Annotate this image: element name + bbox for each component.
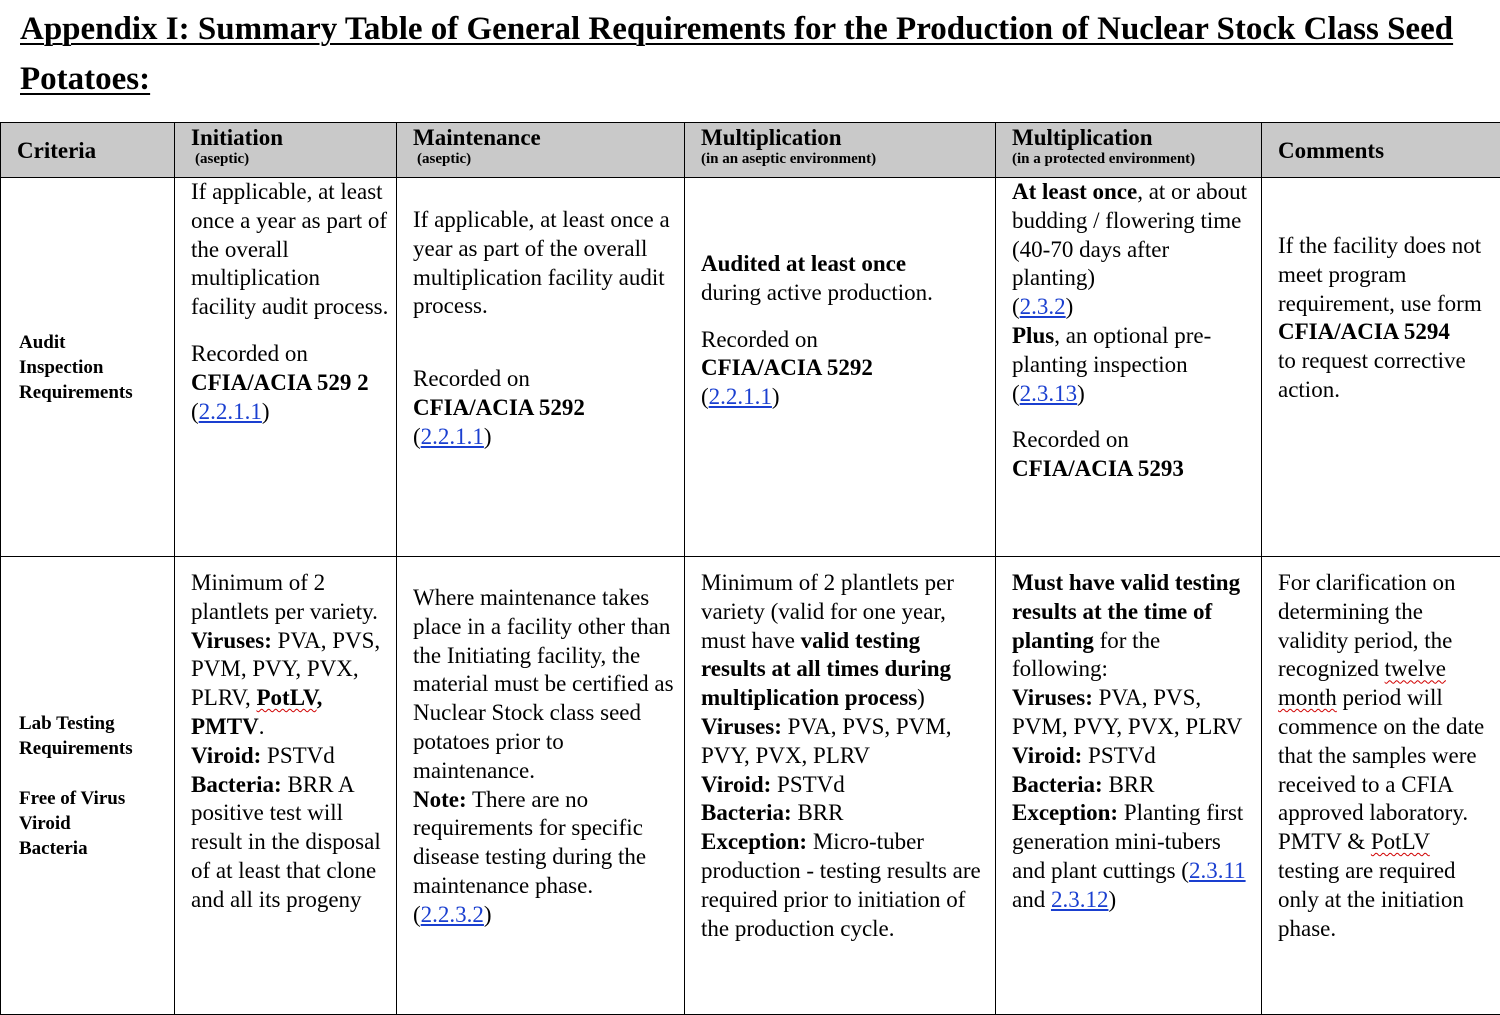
audit-criteria-label: Audit Inspection Requirements [1,178,175,557]
form-number: CFIA/ACIA 5292 [701,355,873,380]
header-criteria: Criteria [1,123,175,178]
section-link[interactable]: 2.3.11 [1189,858,1246,883]
lab-testing-row [1,557,1500,1015]
header-multiplication-aseptic: Multiplication (in an aseptic environment) [685,123,996,178]
header-row [1,123,1500,178]
section-link[interactable]: 2.3.2 [1020,294,1066,319]
audit-initiation-cell: If applicable, at least once a year as part of the overall multiplication facility audit process. Recorded on CFIA/ACIA 529 2 (2.2.1.1) [175,178,397,557]
lab-multiplication-protected-cell: Must have valid testing results at the time of planting for the following: Viruses: PVA, PVS, PVM, PVY, PVX, PLRV Viroid: PSTVd Bacteria: BRR Exception: Planting first generation mini-tubers and plant cuttings (2.3.11 and 2.3.12) [996,557,1262,1015]
section-link[interactable]: 2.2.1.1 [421,424,484,449]
section-link[interactable]: 2.3.13 [1020,381,1078,406]
audit-row [1,178,1500,557]
lab-initiation-cell: Minimum of 2 plantlets per variety. Viruses: PVA, PVS, PVM, PVY, PVX, PLRV, PotLV, PMTV. Viroid: PSTVd Bacteria: BRR A positive test will result in the disposal of at least that clone and all its progeny [175,557,397,1015]
lab-multiplication-aseptic-cell: Minimum of 2 plantlets per variety (valid for one year, must have valid testing results at all times during multiplication process) Viruses: PVA, PVS, PVM, PVY, PVX, PLRV Viroid: PSTVd Bacteria: BRR Exception: Micro-tuber production - testing results are required prior to initiation of the production cycle. [685,557,996,1015]
section-link[interactable]: 2.3.12 [1051,887,1109,912]
header-initiation: Initiation (aseptic) [175,123,397,178]
audit-multiplication-aseptic-cell: Audited at least once during active production. Recorded on CFIA/ACIA 5292 (2.2.1.1) [685,178,996,557]
header-comments: Comments [1262,123,1500,178]
audit-comments-cell: If the facility does not meet program requirement, use form CFIA/ACIA 5294 to request corrective action. [1262,178,1500,557]
lab-comments-cell: For clarification on determining the validity period, the recognized twelve month period will commence on the date that the samples were received to a CFIA approved laboratory. PMTV & PotLV testing are required only at the initiation phase. [1262,557,1500,1015]
page-title: Appendix I: Summary Table of General Requirements for the Production of Nuclear Stock Class Seed Potatoes: [20,4,1490,104]
section-link[interactable]: 2.2.3.2 [421,902,484,927]
form-number: CFIA/ACIA 529 2 [191,370,369,395]
twelve-month-term: twelve month [1278,656,1446,710]
potlv-term: PotLV [1371,829,1430,854]
form-number: CFIA/ACIA 5292 [413,395,585,420]
lab-maintenance-cell: Where maintenance takes place in a facility other than the Initiating facility, the material must be certified as Nuclear Stock class seed potatoes prior to maintenance. Note: There are no requirements for specific disease testing during the maintenance phase. (2.2.3.2) [397,557,685,1015]
lab-criteria-label: Lab Testing Requirements Free of Virus Viroid Bacteria [1,557,175,1015]
potlv-term: PotLV [257,685,317,710]
audit-multiplication-protected-cell: At least once, at or about budding / flowering time (40-70 days after planting) (2.3.2) Plus, an optional pre-planting inspection (2.3.13) Recorded on CFIA/ACIA 5293 [996,178,1262,557]
header-multiplication-protected: Multiplication (in a protected environment) [996,123,1262,178]
requirements-table [0,122,1500,1015]
form-number: CFIA/ACIA 5294 [1278,319,1450,344]
form-number: CFIA/ACIA 5293 [1012,456,1184,481]
section-link[interactable]: 2.2.1.1 [709,384,772,409]
audit-maintenance-cell: If applicable, at least once a year as part of the overall multiplication facility audit process. Recorded on CFIA/ACIA 5292 (2.2.1.1) [397,178,685,557]
header-maintenance: Maintenance (aseptic) [397,123,685,178]
section-link[interactable]: 2.2.1.1 [199,399,262,424]
